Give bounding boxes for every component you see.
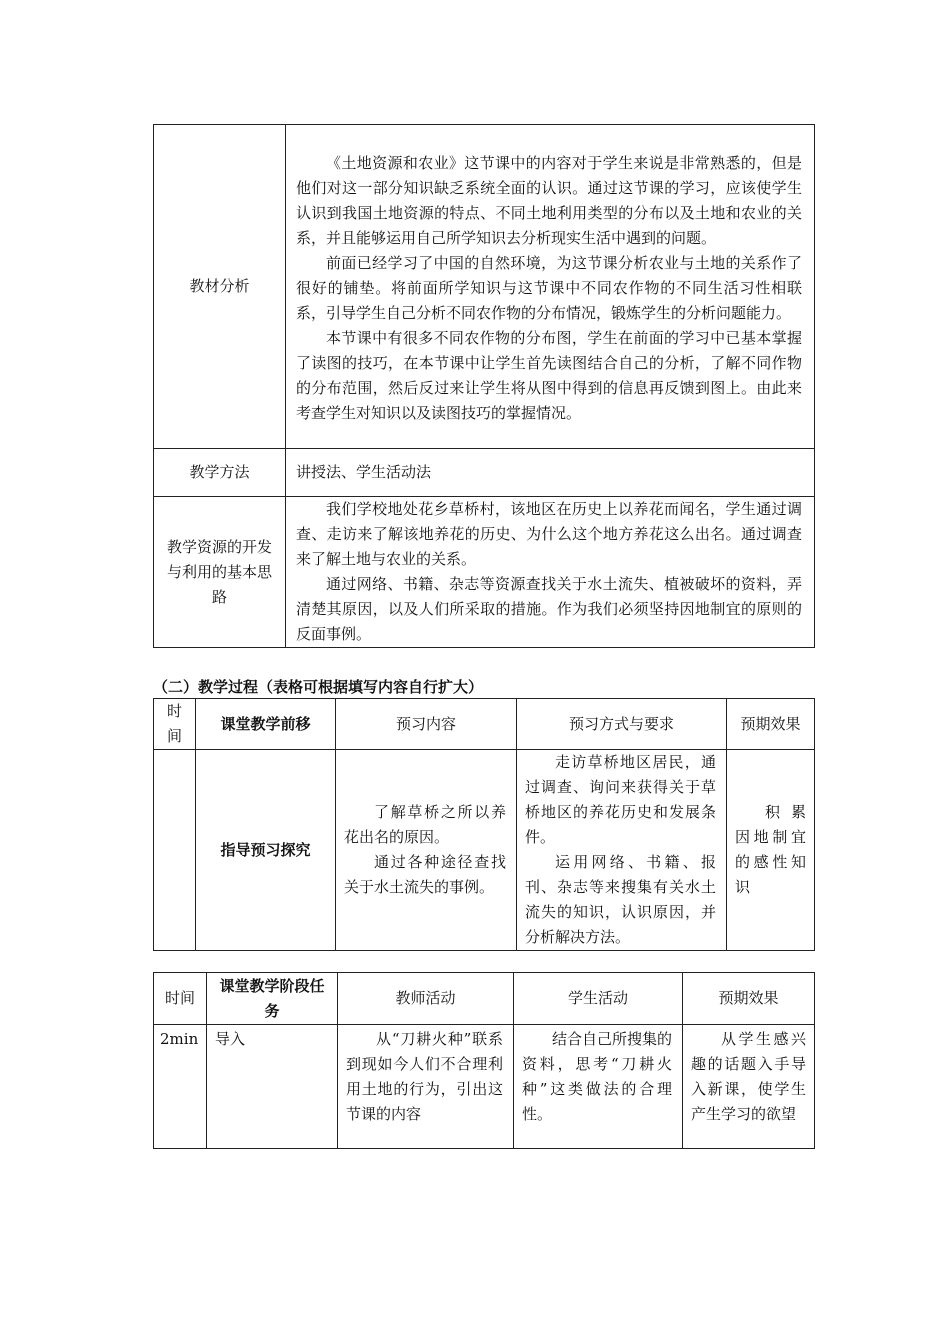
paragraph: 讲授法、学生活动法 — [296, 463, 432, 481]
header-stage: 课堂教学阶段任务 — [207, 973, 338, 1025]
table-row — [154, 750, 815, 951]
paragraph: 积累因地制宜的感性知识 — [735, 803, 806, 896]
table-row — [154, 449, 815, 497]
cell-method — [517, 750, 727, 951]
cell-content — [336, 750, 517, 951]
paragraph: 本节课中有很多不同农作物的分布图，学生在前面的学习中已基本掌握了读图的技巧，在本节课中让学生首先读图结合自己的分析，了解不同作物的分布范围，然后反过来让学生将从图中得到的信息再反馈到图上。由此来考查学生对知识以及读图技巧的掌握情况。 — [296, 328, 802, 422]
header-effect: 预期效果 — [683, 973, 815, 1025]
preview-table — [153, 698, 815, 951]
paragraph: 结合自己所搜集的资料，思考“刀耕火种”这类做法的合理性。 — [522, 1030, 673, 1123]
row-content — [286, 497, 815, 648]
cell-teacher — [338, 1025, 514, 1149]
paragraph: 通过各种途径查找关于水土流失的事例。 — [344, 853, 506, 896]
header-effect: 预期效果 — [727, 699, 815, 750]
table-row — [154, 497, 815, 648]
section-heading: （二）教学过程（表格可根据填写内容自行扩大） — [153, 678, 484, 696]
row-label: 教学资源的开发与利用的基本思路 — [154, 497, 286, 648]
header-method: 预习方式与要求 — [517, 699, 727, 750]
paragraph: 了解草桥之所以养花出名的原因。 — [344, 803, 506, 846]
row-label: 教学方法 — [154, 449, 286, 497]
table-row — [154, 125, 815, 449]
cell-time — [154, 750, 196, 951]
table-row — [154, 1025, 815, 1149]
paragraph: 从学生感兴趣的话题入手导入新课，使学生产生学习的欲望 — [691, 1030, 806, 1123]
process-table — [153, 972, 815, 1149]
table-header-row — [154, 973, 815, 1025]
paragraph: 《土地资源和农业》这节课中的内容对于学生来说是非常熟悉的，但是他们对这一部分知识缺乏系统全面的认识。通过这节课的学习，应该使学生认识到我国土地资源的特点、不同土地利用类型的分布以及土地和农业的关系，并且能够运用自己所学知识去分析现实生活中遇到的问题。 — [296, 153, 802, 247]
cell-stage: 指导预习探究 — [196, 750, 336, 951]
header-stage: 课堂教学前移 — [196, 699, 336, 750]
paragraph: 前面已经学习了中国的自然环境，为这节课分析农业与土地的关系作了很好的铺垫。将前面所学知识与这节课中不同农作物的不同生活习性相联系，引导学生自己分析不同农作物的分布情况，锻炼学生的分析问题能力。 — [296, 253, 802, 322]
paragraph: 从“刀耕火种”联系到现如今人们不合理利用土地的行为，引出这节课的内容 — [346, 1030, 503, 1123]
cell-time: 2min — [154, 1025, 207, 1149]
paragraph: 运用网络、书籍、报刊、杂志等来搜集有关水土流失的知识，认识原因，并分析解决方法。 — [525, 853, 716, 946]
row-label: 教材分析 — [154, 125, 286, 449]
header-content: 预习内容 — [336, 699, 517, 750]
header-student: 学生活动 — [514, 973, 683, 1025]
header-time: 时间 — [154, 973, 207, 1025]
analysis-table — [153, 124, 815, 648]
header-time: 时间 — [154, 699, 196, 750]
header-teacher: 教师活动 — [338, 973, 514, 1025]
cell-stage: 导入 — [207, 1025, 338, 1149]
table-header-row — [154, 699, 815, 750]
row-content — [286, 449, 815, 497]
paragraph: 我们学校地处花乡草桥村，该地区在历史上以养花而闻名，学生通过调查、走访来了解该地养花的历史、为什么这个地方养花这么出名。通过调查来了解土地与农业的关系。 — [296, 500, 802, 568]
paragraph: 走访草桥地区居民，通过调查、询问来获得关于草桥地区的养花历史和发展条件。 — [525, 753, 716, 846]
cell-effect — [683, 1025, 815, 1149]
cell-effect — [727, 750, 815, 951]
cell-student — [514, 1025, 683, 1149]
paragraph: 通过网络、书籍、杂志等资源查找关于水土流失、植被破坏的资料，弄清楚其原因，以及人们所采取的措施。作为我们必须坚持因地制宜的原则的反面事例。 — [296, 575, 802, 643]
row-content — [286, 125, 815, 449]
